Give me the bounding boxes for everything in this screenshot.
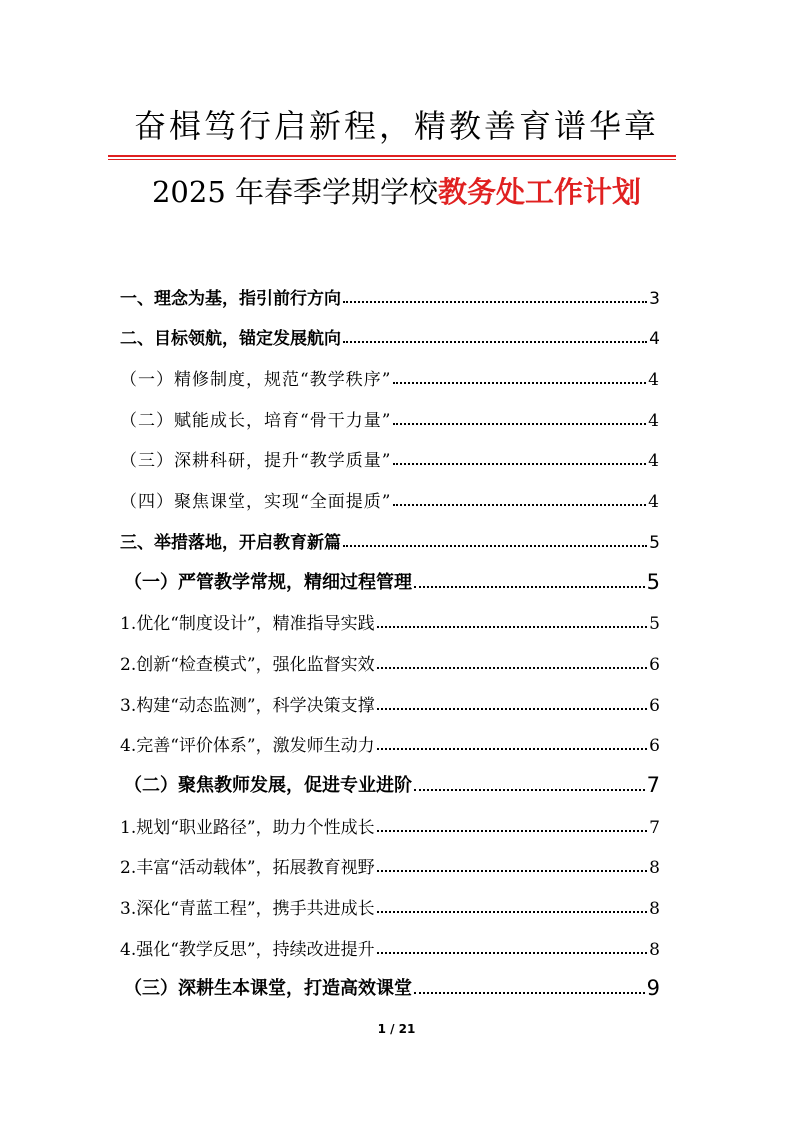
- toc-entry[interactable]: [120, 878, 660, 919]
- toc-entry-page: 9: [646, 976, 660, 1001]
- toc-entry-page: 6: [649, 695, 660, 716]
- toc-entry-page: 4: [649, 329, 660, 350]
- toc-entry[interactable]: [120, 390, 660, 431]
- toc-entry-page: 4: [648, 451, 660, 472]
- toc-leader-dots: [414, 586, 645, 588]
- toc-entry-page: 5: [649, 614, 660, 635]
- toc-entry-page: 5: [646, 569, 660, 594]
- toc-entry[interactable]: [120, 594, 660, 635]
- toc-leader-dots: [377, 626, 648, 628]
- toc-entry-label: 1.规划“职业路径”，助力个性成长: [120, 817, 375, 838]
- toc-leader-dots: [377, 667, 648, 669]
- toc-entry-label: （一）精修制度，规范“教学秩序”: [120, 370, 392, 391]
- toc-entry-page: 6: [649, 736, 660, 757]
- toc-entry[interactable]: [120, 675, 660, 716]
- toc-entry-label: 1.优化“制度设计”，精准指导实践: [120, 614, 375, 635]
- toc-entry-label: （二）聚焦教师发展，促进专业进阶: [124, 774, 412, 796]
- toc-leader-dots: [377, 830, 648, 832]
- toc-leader-dots: [343, 545, 647, 547]
- toc-entry[interactable]: [120, 838, 660, 879]
- toc-entry-page: 6: [649, 654, 660, 675]
- toc-entry[interactable]: [120, 797, 660, 838]
- toc-entry[interactable]: [120, 960, 660, 1001]
- toc-entry-label: （三）深耕生本课堂，打造高效课堂: [124, 978, 412, 1000]
- toc-entry-label: 4.完善“评价体系”，激发师生动力: [120, 736, 375, 757]
- toc-leader-dots: [343, 341, 647, 343]
- page-indicator: 1 / 21: [377, 1022, 416, 1036]
- toc-leader-dots: [414, 992, 645, 994]
- toc-entry-label: （四）聚焦课堂，实现“全面提质”: [120, 492, 392, 513]
- toc-entry-label: 3.深化“青蓝工程”，携手共进成长: [120, 899, 375, 919]
- toc-entry-label: 二、目标领航，锚定发展航向: [120, 329, 341, 350]
- toc-entry[interactable]: [120, 349, 660, 390]
- toc-entry-page: 4: [648, 370, 660, 391]
- toc-entry-label: 3.构建“动态监测”，科学决策支撑: [120, 695, 375, 716]
- toc-entry-page: 7: [646, 772, 660, 797]
- toc-entry-label: （三）深耕科研，提升“教学质量”: [120, 451, 392, 472]
- toc-entry[interactable]: [120, 512, 660, 553]
- toc-entry[interactable]: [120, 309, 660, 350]
- toc-entry-page: 4: [648, 410, 660, 431]
- toc-entry-page: 8: [649, 939, 660, 960]
- toc-entry-label: （二）赋能成长，培育“骨干力量”: [120, 410, 392, 431]
- toc-entry-page: 5: [649, 532, 660, 553]
- sub-title: [0, 170, 793, 214]
- toc-entry[interactable]: [120, 634, 660, 675]
- toc-entry[interactable]: [120, 553, 660, 594]
- toc-entry-label: 2.创新“检查模式”，强化监督实效: [120, 654, 375, 675]
- toc-entry[interactable]: [120, 716, 660, 757]
- toc-entry-label: 2.丰富“活动载体”，拓展教育视野: [120, 858, 375, 879]
- toc-entry[interactable]: [120, 471, 660, 512]
- toc-leader-dots: [393, 463, 646, 465]
- toc-leader-dots: [377, 708, 648, 710]
- toc-leader-dots: [377, 952, 648, 954]
- toc-entry-page: 8: [649, 899, 660, 919]
- toc-entry-page: 7: [649, 817, 660, 838]
- main-title: 奋楫笃行启新程，精教善育谱华章: [133, 107, 659, 145]
- toc-leader-dots: [377, 870, 648, 872]
- toc-leader-dots: [377, 748, 648, 750]
- toc-leader-dots: [414, 789, 645, 791]
- toc-entry[interactable]: [120, 756, 660, 797]
- sub-title-emphasis: 教务处工作计划: [438, 175, 642, 209]
- toc-entry-page: 8: [649, 858, 660, 879]
- toc-entry-label: 一、理念为基，指引前行方向: [120, 288, 341, 309]
- toc-entry[interactable]: [120, 919, 660, 960]
- toc-leader-dots: [393, 504, 646, 506]
- toc-entry-page: 3: [649, 288, 660, 309]
- title-divider: [108, 155, 676, 160]
- toc-entry[interactable]: [120, 268, 660, 309]
- table-of-contents: [120, 268, 660, 1000]
- toc-entry[interactable]: [120, 431, 660, 472]
- toc-leader-dots: [343, 301, 647, 303]
- toc-entry-label: 三、举措落地，开启教育新篇: [120, 532, 341, 553]
- toc-leader-dots: [377, 911, 648, 913]
- toc-entry-label: （一）严管教学常规，精细过程管理: [124, 571, 412, 593]
- toc-entry-label: 4.强化“教学反思”，持续改进提升: [120, 939, 375, 960]
- toc-entry-page: 4: [648, 492, 660, 513]
- sub-title-plain: 2025 年春季学期学校: [151, 175, 438, 209]
- toc-leader-dots: [393, 423, 646, 425]
- toc-leader-dots: [393, 382, 646, 384]
